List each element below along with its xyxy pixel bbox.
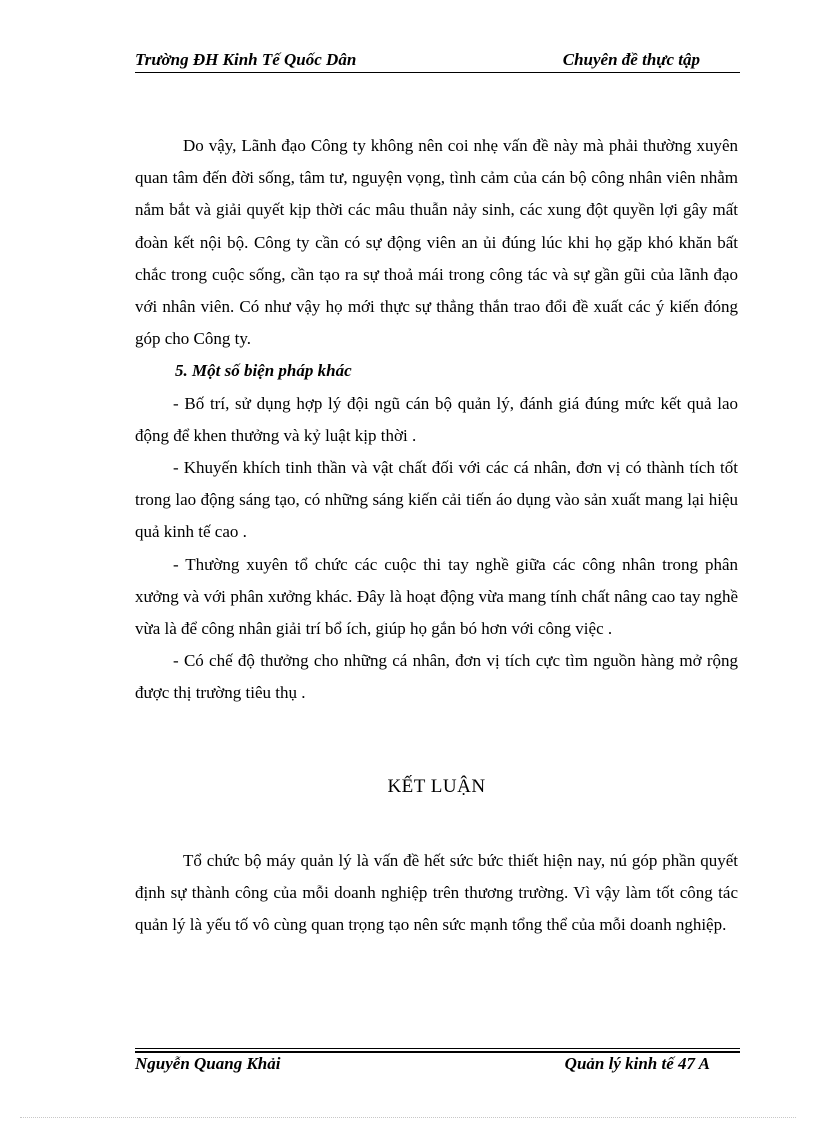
page-header — [135, 48, 740, 74]
header-university: Trường ĐH Kinh Tế Quốc Dân — [135, 50, 357, 69]
footer-author: Nguyễn Quang Khải — [135, 1054, 281, 1073]
footer-rule-thin — [135, 1048, 740, 1049]
conclusion-section — [135, 845, 738, 942]
footer-rule-thick — [135, 1051, 740, 1053]
section-title: 5. Một số biện pháp khác — [175, 361, 352, 381]
document-body — [135, 130, 738, 710]
page-footer — [135, 1054, 740, 1080]
page-edge-dotted-line — [20, 1117, 796, 1118]
footer-class: Quản lý kinh tế 47 A — [564, 1054, 710, 1073]
conclusion-heading: KẾT LUẬN — [387, 776, 486, 797]
conclusion-paragraph: Tổ chức bộ máy quản lý là vấn đề hết sức bức thiết hiện nay, nú góp phần quyết định sự thành công của mỗi doanh nghiệp trên thương trường. Vì vậy làm tốt công tác quản lý là yếu tố vô cùng quan trọng tạo nên sức mạnh tổng thể của mỗi doanh nghiệp. — [135, 851, 738, 935]
header-rule — [135, 72, 740, 73]
bullet-item-2: - Khuyến khích tinh thần và vật chất đối với các cá nhân, đơn vị có thành tích tốt trong lao động sáng tạo, có những sáng kiến cải tiến áo dụng vào sản xuất mang lại hiệu quả kinh tế cao . — [135, 458, 738, 542]
body-paragraph: Do vậy, Lãnh đạo Công ty không nên coi nhẹ vấn đề này mà phải thường xuyên quan tâm đến đời sống, tâm tư, nguyện vọng, tình cảm của cán bộ công nhân viên nhằm nắm bắt và giải quyết kịp thời các mâu thuẫn nảy sinh, các xung đột quyền lợi gây mất đoàn kết nội bộ. Công ty cần có sự động viên an ủi đúng lúc khi họ gặp khó khăn bất chắc trong cuộc sống, cần tạo ra sự thoả mái trong công tác và sự gần gũi của lãnh đạo với nhân viên. Có như vậy họ mới thực sự thẳng thắn trao đổi đề xuất các ý kiến đóng góp cho Công ty. — [135, 136, 738, 349]
header-document-type: Chuyên đề thực tập — [562, 50, 700, 69]
bullet-item-4: - Có chế độ thưởng cho những cá nhân, đơn vị tích cực tìm nguồn hàng mở rộng được thị trường tiêu thụ . — [135, 651, 738, 703]
bullet-item-1: - Bố trí, sử dụng hợp lý đội ngũ cán bộ quản lý, đánh giá đúng mức kết quả lao động để khen thưởng và kỷ luật kịp thời . — [135, 393, 738, 445]
bullet-item-3: - Thường xuyên tổ chức các cuộc thi tay nghề giữa các công nhân trong phân xưởng và với phân xưởng khác. Đây là hoạt động vừa mang tính chất nâng cao tay nghề vừa là để công nhân giải trí bổ ích, giúp họ gắn bó hơn với công việc . — [135, 554, 738, 639]
